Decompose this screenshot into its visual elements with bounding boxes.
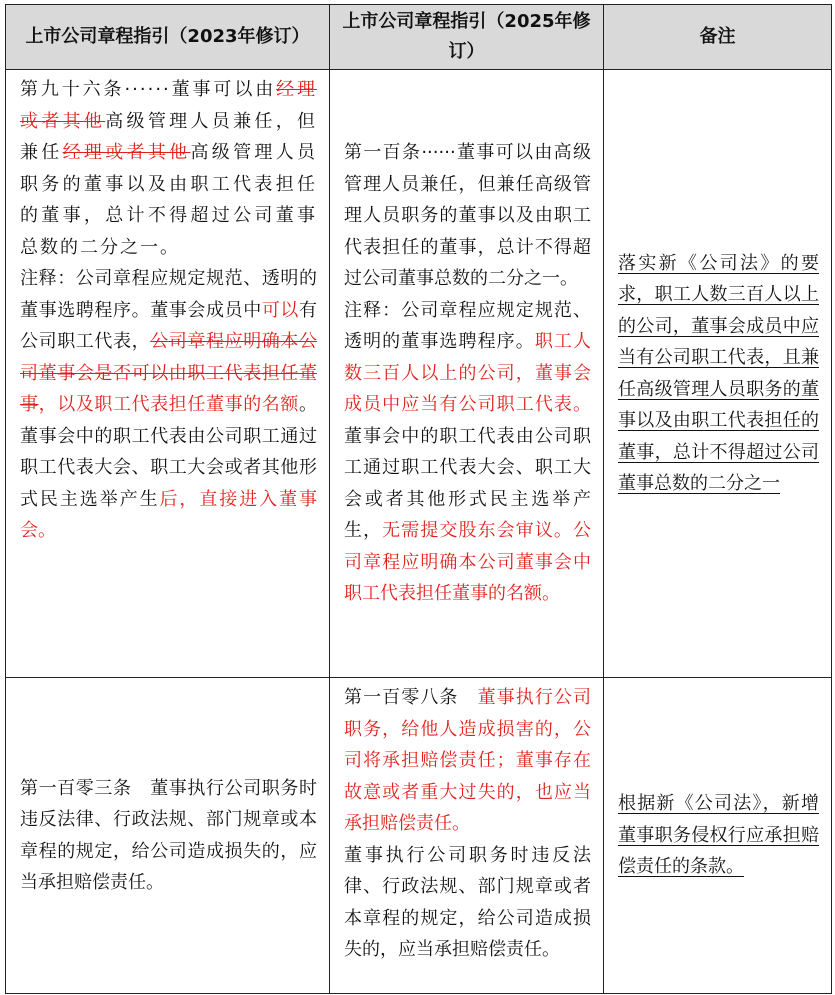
new-text: 第一百条······董事可以由高级管理人员兼任，但兼任高级管理人员职务的董事以及由职工代表担任的董事，总计不得超过公司董事总数的二分之一。 <box>344 142 591 290</box>
changed-text: 后，直接进入董事会。 <box>20 488 317 541</box>
deleted-text: 经理或者其他 <box>20 79 317 132</box>
new-text: 董事执行公司职务时违反法律、行政法规、部门规章或者本章程的规定，给公司造成损失的，应当承担赔偿责任。 <box>344 844 591 960</box>
new-text: 董事会中的职工代表由公司职工通过职工代表大会、职工大会或者其他形式民主选举产生， <box>344 425 591 542</box>
old-clause-103 <box>6 678 330 994</box>
old-clause-96 <box>6 70 330 678</box>
deleted-text: 公司章程应明确本公司董事会是否可以由职工代表担任董事 <box>20 331 318 415</box>
header-2025: 上市公司章程指引（2025年修订） <box>330 5 604 70</box>
new-text: 注释：公司章程应规定规范、透明的董事选聘程序。 <box>344 299 591 353</box>
note-cell <box>604 678 832 994</box>
note-text: 落实新《公司法》的要求，职工人数三百人以上的公司，董事会成员中应当有公司职工代表，且兼任高级管理人员职务的董事以及由职工代表担任的董事，总计不得超过公司董事总数的二分之一 <box>618 252 819 494</box>
note-cell <box>604 70 832 678</box>
header-2023: 上市公司章程指引（2023年修订） <box>6 5 330 70</box>
added-text: 职工人数三百人以上的公司，董事会成员中应当有公司职工代表。 <box>344 331 592 416</box>
table-row <box>6 70 832 678</box>
old-text: 第九十六条······董事可以由 <box>20 79 277 100</box>
old-text: 高级管理人员兼任，但兼任 <box>20 110 318 163</box>
comparison-table <box>5 4 832 994</box>
added-text: 董事执行公司职务，给他人造成损害的，公司将承担赔偿责任；董事存在故意或者重大过失的，也应当承担赔偿责任。 <box>344 687 592 834</box>
old-text: 高级管理人员职务的董事以及由职工代表担任的董事，总计不得超过公司董事总数的二分之一。 <box>20 142 318 258</box>
table-row <box>6 678 832 994</box>
changed-text: 可以 <box>261 299 300 321</box>
header-note: 备注 <box>604 5 832 70</box>
note-text: 根据新《公司法》，新增董事职务侵权行应承担赔偿责任的条款。 <box>618 793 819 878</box>
changed-text: ，以及职工代表担任董事的名额 <box>38 394 300 415</box>
old-text: 。董事会中的职工代表由公司职工通过职工代表大会、职工大会或者其他形式民主选举产生 <box>20 394 318 510</box>
deleted-text: 经理或者其他 <box>62 142 191 163</box>
new-clause-100 <box>330 70 604 678</box>
added-text: 无需提交股东会审议。公司章程应明确本公司董事会中职工代表担任董事的名额。 <box>344 520 592 605</box>
old-text: 第一百零三条 董事执行公司职务时违反法律、行政法规、部门规章或本章程的规定，给公司造成损失的，应当承担赔偿责任。 <box>20 777 317 893</box>
new-clause-108 <box>330 678 604 994</box>
old-text: 注释：公司章程应规定规范、透明的董事选聘程序。董事会成员中 <box>20 268 317 321</box>
old-text: 有公司职工代表， <box>20 299 318 352</box>
new-text: 第一百零八条 <box>344 687 478 708</box>
header-row <box>6 5 832 70</box>
